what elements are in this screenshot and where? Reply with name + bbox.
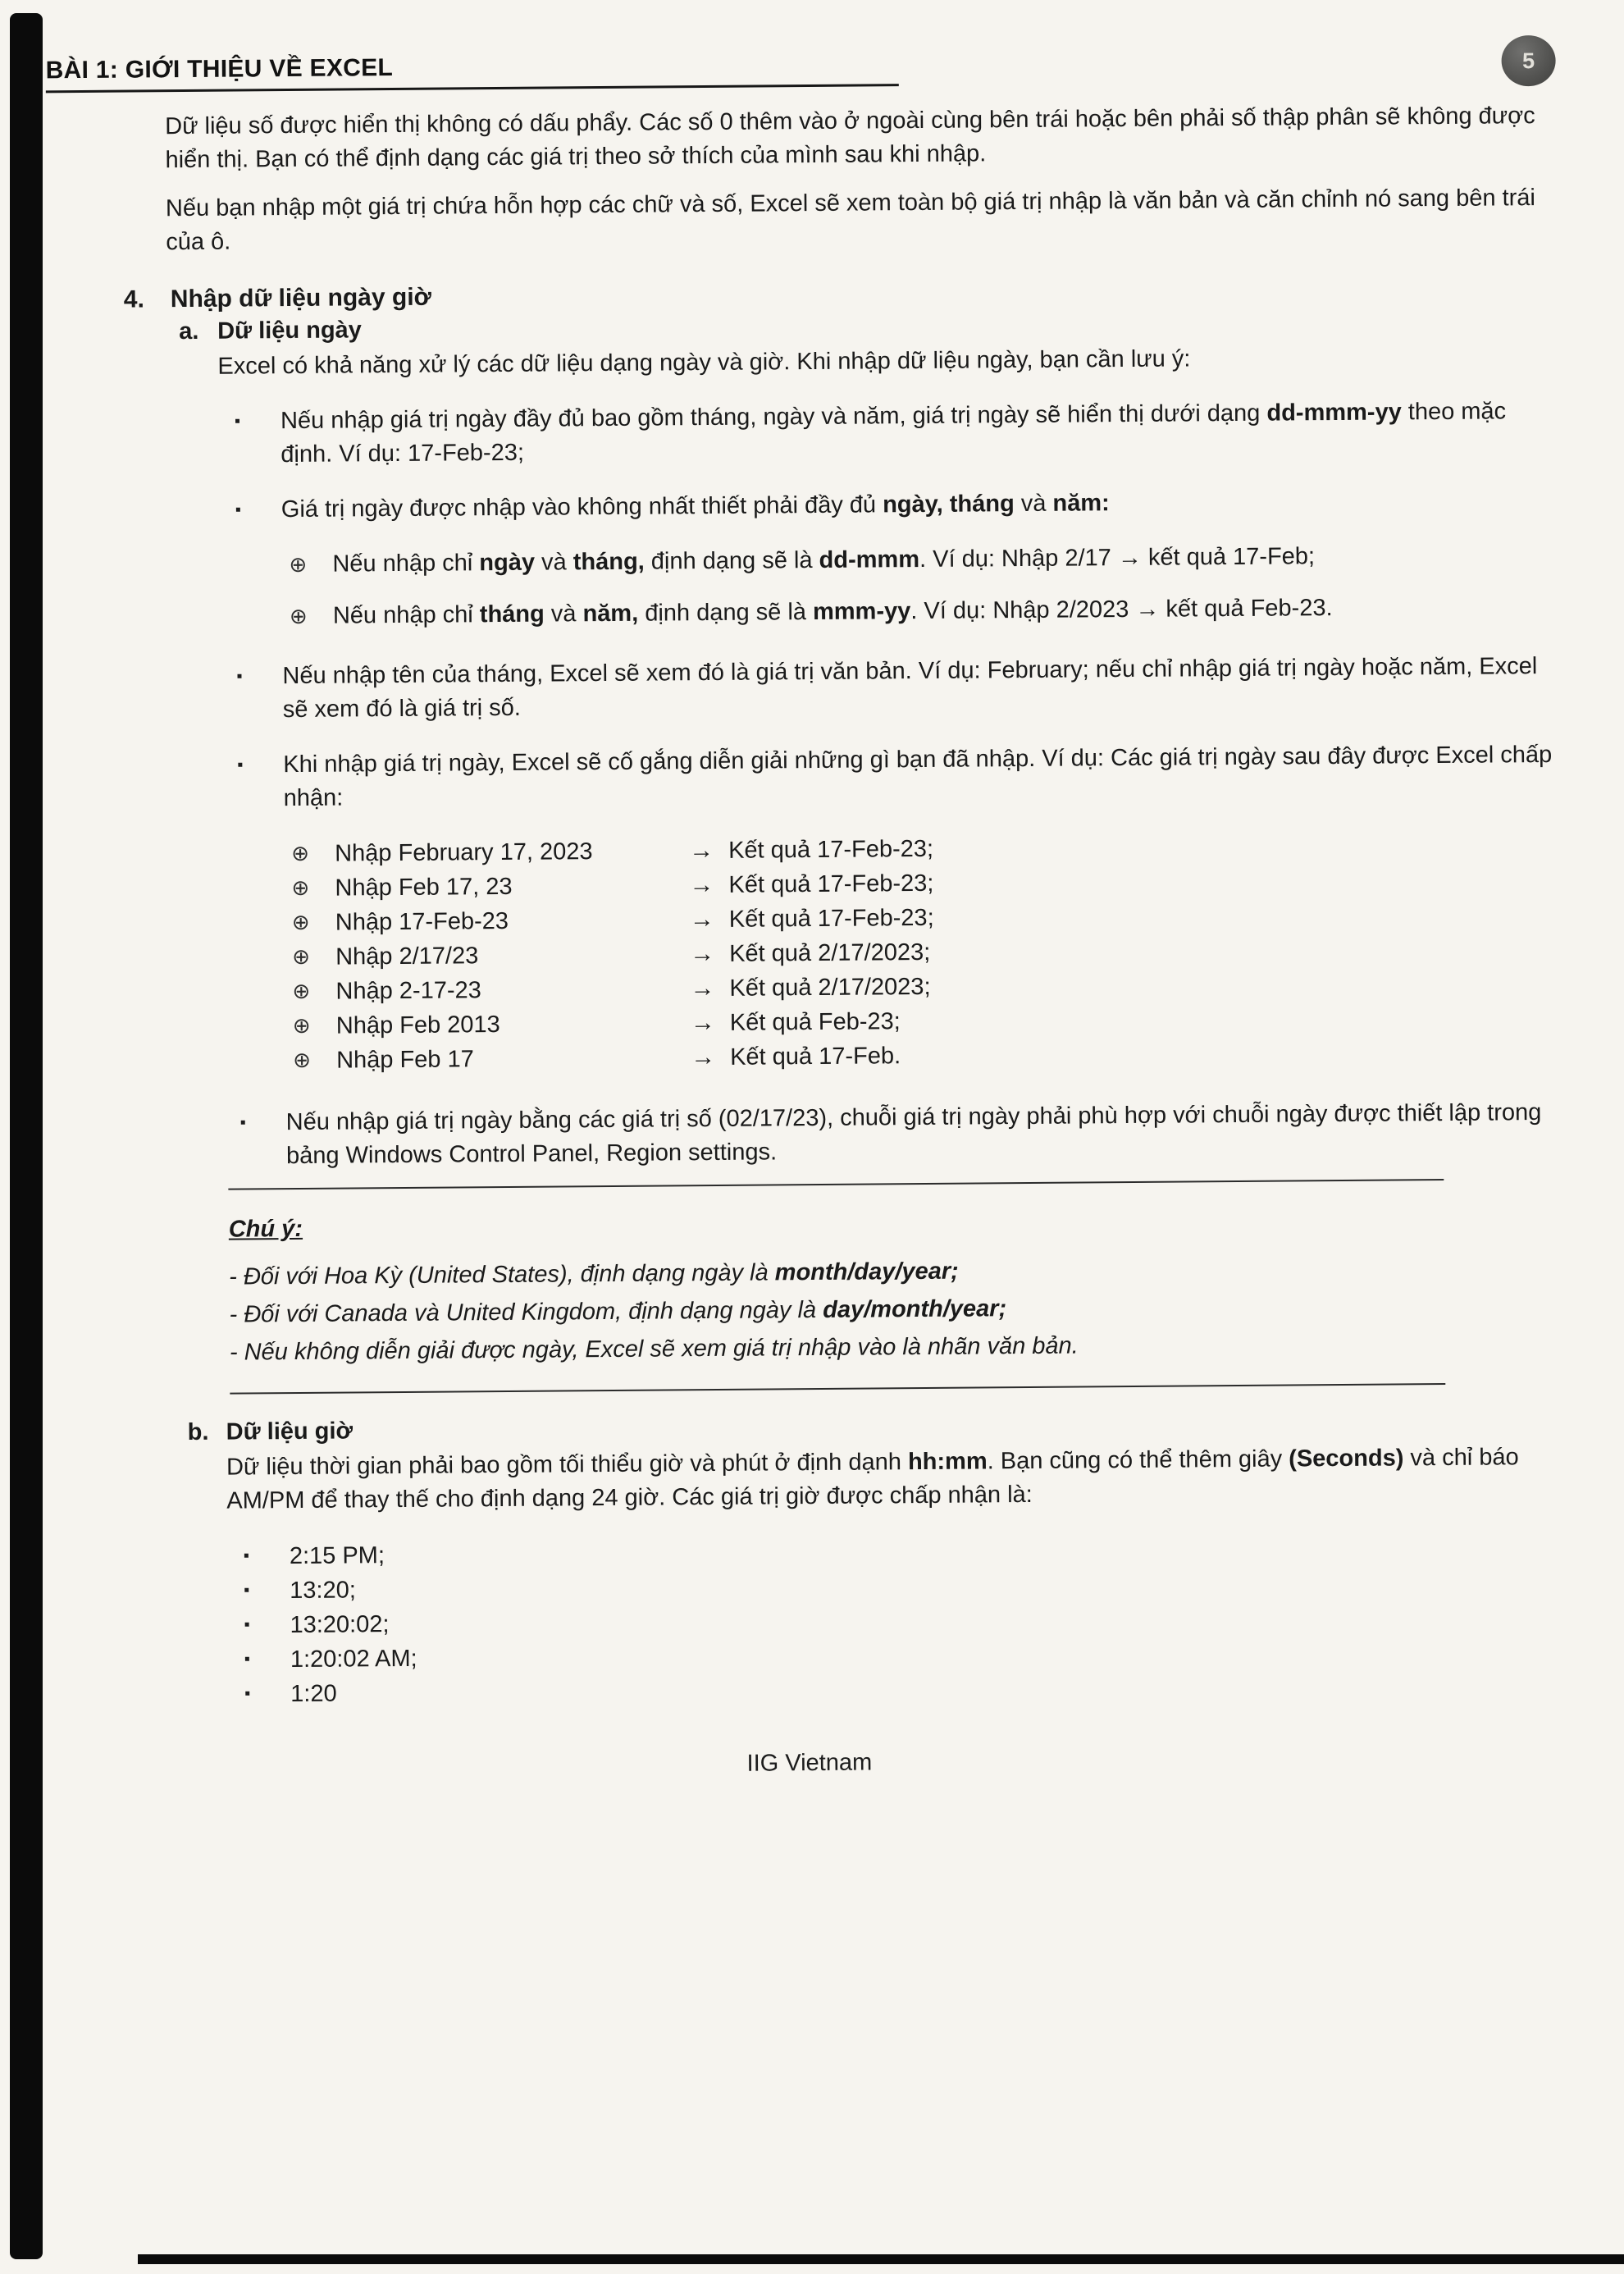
time-value: 13:20; [290, 1577, 356, 1605]
list-item [235, 483, 1550, 527]
example-input: Nhập 2/17/23 [335, 943, 479, 970]
time-value: 1:20:02 AM; [290, 1645, 417, 1674]
arrow-right-icon: → [689, 836, 714, 865]
note-line: - Nếu không diễn giải được ngày, Excel sẽ xem giá trị nhập vào là nhãn văn bản. [229, 1332, 1079, 1366]
example-input: Nhập 2-17-23 [335, 977, 481, 1005]
example-list [291, 827, 1554, 1078]
list-item-text: Nếu nhập tên của tháng, Excel sẽ xem đó là giá trị văn bản. Ví dụ: February; nếu chỉ nhập giá trị ngày hoặc năm, Excel sẽ xem đó là giá trị số. [282, 653, 1538, 724]
list-item-text: Giá trị ngày được nhập vào không nhất thiết phải đầy đủ ngày, tháng và năm: [281, 490, 1110, 523]
example-result: Kết quả 17-Feb-23; [728, 835, 934, 864]
note-block [229, 1206, 1557, 1372]
square-bullet-icon: ▪ [244, 1615, 250, 1634]
sub-list-item [290, 590, 1551, 633]
paragraph-mixed-values: Nếu bạn nhập một giá trị chứa hỗn hợp các chữ và số, Excel sẽ xem toàn bộ giá trị nhập là văn bản và căn chỉnh nó sang bên trái của ô. [165, 185, 1536, 256]
arrow-right-icon: → [689, 870, 714, 899]
example-result: Kết quả 2/17/2023; [729, 938, 931, 967]
document-content [46, 45, 1560, 1783]
arrow-right-icon: → [689, 939, 715, 968]
example-result: Kết quả 2/17/2023; [729, 973, 931, 1002]
gear-bullet-icon: ⊕ [291, 840, 310, 866]
example-result: Kết quả 17-Feb. [729, 1043, 901, 1071]
arrow-right-icon: → [690, 1008, 715, 1037]
arrow-right-icon: → [689, 905, 714, 934]
divider-line [230, 1383, 1445, 1395]
gear-bullet-icon: ⊕ [291, 874, 310, 901]
gear-bullet-icon: ⊕ [289, 603, 308, 629]
square-bullet-icon: ▪ [235, 500, 242, 519]
square-bullet-icon: ▪ [239, 1113, 246, 1132]
section-title: Nhập dữ liệu ngày giờ [170, 283, 432, 313]
list-item-text: Khi nhập giá trị ngày, Excel sẽ cố gắng diễn giải những gì bạn đã nhập. Ví dụ: Các giá trị ngày sau đây được Excel chấp nhận: [283, 741, 1553, 812]
list-item-text: Nếu nhập giá trị ngày bằng các giá trị số (02/17/23), chuỗi giá trị ngày phải phù hợp với chuỗi ngày được thiết lập trong bảng Windows Control Panel, Region settings. [285, 1099, 1542, 1170]
footer-text: IIG Vietnam [746, 1749, 873, 1777]
section-heading-4 [124, 275, 1549, 314]
sub-list-item-text: Nếu nhập chỉ tháng và năm, định dạng sẽ là mmm-yy. Ví dụ: Nhập 2/2023 → kết quả Feb-23. [332, 595, 1333, 629]
gear-bullet-icon: ⊕ [293, 1047, 312, 1073]
note-title: Chú ý: [228, 1215, 303, 1243]
subsection-label: b. [187, 1418, 209, 1446]
arrow-right-icon: → [690, 974, 715, 1002]
sub-list-item-text: Nếu nhập chỉ ngày và tháng, định dạng sẽ là dd-mmm. Ví dụ: Nhập 2/17 → kết quả 17-Feb; [332, 543, 1316, 578]
subsection-paragraph: Dữ liệu thời gian phải bao gồm tối thiểu giờ và phút ở định dạnh hh:mm. Bạn cũng có thể thêm giây (Seconds) và chỉ báo AM/PM để thay thế cho định dạng 24 giờ. Các giá trị giờ được chấp nhận là: [226, 1444, 1519, 1514]
square-bullet-icon: ▪ [244, 1650, 251, 1669]
square-bullet-icon: ▪ [236, 667, 243, 686]
gear-bullet-icon: ⊕ [292, 1012, 311, 1039]
sub-list-item [289, 538, 1550, 582]
divider-line [228, 1179, 1444, 1190]
subsection-title: Dữ liệu ngày [217, 317, 362, 345]
list-item [240, 1096, 1556, 1174]
square-bullet-icon: ▪ [244, 1581, 250, 1600]
arrow-right-icon: → [690, 1043, 716, 1071]
gear-bullet-icon: ⊕ [289, 551, 308, 578]
square-bullet-icon: ▪ [243, 1546, 250, 1565]
list-item [235, 395, 1550, 473]
gear-bullet-icon: ⊕ [291, 909, 310, 935]
square-bullet-icon: ▪ [234, 412, 241, 431]
subsection-heading-a [179, 308, 1549, 345]
example-result: Kết quả 17-Feb-23; [728, 904, 934, 933]
example-input: Nhập Feb 2013 [335, 1011, 500, 1039]
note-line: - Đối với Canada và United Kingdom, định dạng ngày là day/month/year; [229, 1295, 1007, 1328]
example-result: Kết quả Feb-23; [729, 1008, 901, 1036]
list-item [236, 650, 1552, 728]
note-line: - Đối với Hoa Kỳ (United States), định dạng ngày là month/day/year; [229, 1258, 959, 1290]
page-title: BÀI 1: GIỚI THIỆU VỀ EXCEL [46, 50, 899, 93]
subsection-label: a. [179, 317, 199, 345]
example-result: Kết quả 17-Feb-23; [728, 870, 934, 898]
list-item [237, 738, 1553, 816]
section-number: 4. [123, 285, 145, 313]
subsection-heading-b [188, 1409, 1558, 1446]
gear-bullet-icon: ⊕ [292, 943, 311, 970]
page-number-badge: 5 [1501, 35, 1555, 87]
paragraph-number-display: Dữ liệu số được hiển thị không có dấu phẩy. Các số 0 thêm vào ở ngoài cùng bên trái hoặc bên phải số thập phân sẽ không được hiển thị. Bạn có thể định dạng các giá trị theo sở thích của mình sau khi nhập. [165, 103, 1535, 174]
gear-bullet-icon: ⊕ [292, 978, 311, 1004]
time-value: 13:20:02; [290, 1611, 390, 1639]
time-value: 1:20 [290, 1680, 337, 1708]
example-input: Nhập February 17, 2023 [335, 838, 593, 867]
square-bullet-icon: ▪ [237, 756, 244, 774]
subsection-title: Dữ liệu giờ [226, 1418, 354, 1445]
example-input: Nhập Feb 17, 23 [335, 873, 513, 902]
list-item-text: Nếu nhập giá trị ngày đầy đủ bao gồm tháng, ngày và năm, giá trị ngày sẽ hiển thị dưới dạng dd-mmm-yy theo mặc định. Ví dụ: 17-Feb-23; [280, 398, 1507, 468]
example-input: Nhập 17-Feb-23 [335, 907, 509, 936]
square-bullet-icon: ▪ [244, 1684, 251, 1703]
time-value: 2:15 PM; [289, 1542, 385, 1570]
subsection-intro: Excel có khả năng xử lý các dữ liệu dạng ngày và giờ. Khi nhập dữ liệu ngày, bạn cần lưu ý: [217, 345, 1191, 380]
example-input: Nhập Feb 17 [336, 1046, 474, 1074]
